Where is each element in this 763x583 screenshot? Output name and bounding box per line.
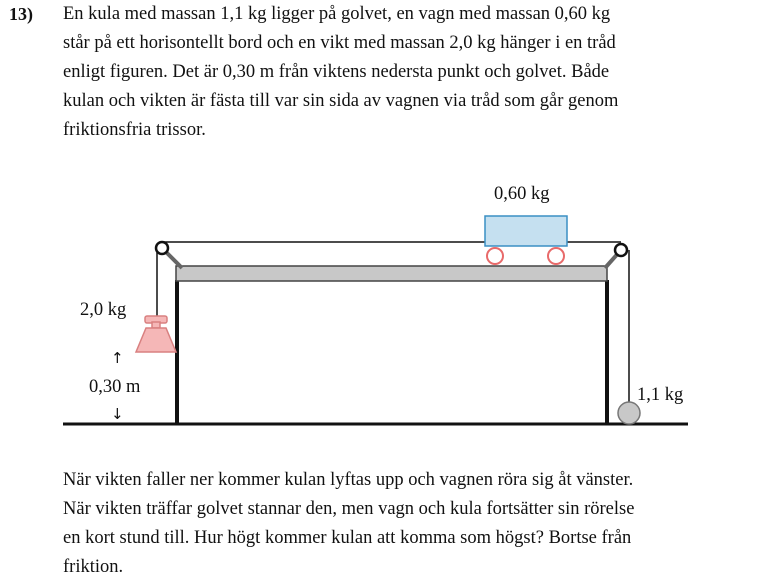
intro-line-1: En kula med massan 1,1 kg ligger på golvet, en vagn med massan 0,60 kg (63, 4, 611, 24)
outro-line-1: När vikten faller ner kommer kulan lyftas upp och vagnen röra sig åt vänster. (63, 470, 634, 490)
question-number: 13) (9, 4, 33, 24)
cart-mass-label: 0,60 kg (494, 184, 550, 204)
ball-mass-label: 1,1 kg (637, 385, 684, 405)
pulley-left (156, 242, 168, 254)
intro-line-5: friktionsfria trissor. (63, 120, 206, 140)
outro-line-3: en kort stund till. Hur högt kommer kulan att komma som högst? Bortse från (63, 528, 632, 548)
outro-line-2: När vikten träffar golvet stannar den, men vagn och kula fortsätter sin rörelse (63, 499, 635, 519)
height-arrow-down-icon: ↓ (111, 405, 124, 423)
intro-line-2: står på ett horisontellt bord och en vikt med massan 2,0 kg hänger i en tråd (63, 33, 616, 53)
intro-line-4: kulan och vikten är fästa till var sin sida av vagnen via tråd som går genom (63, 91, 619, 111)
cart-body (485, 216, 567, 246)
cart-wheel-right (548, 248, 564, 264)
cart-wheel-left (487, 248, 503, 264)
weight-mass-label: 2,0 kg (80, 300, 127, 320)
hanging-weight (136, 316, 176, 352)
table-top (176, 266, 607, 281)
intro-line-3: enligt figuren. Det är 0,30 m från viktens nedersta punkt och golvet. Både (63, 62, 610, 82)
pulley-right (615, 244, 627, 256)
question-outro (63, 466, 703, 582)
height-arrow-up-icon: ↑ (111, 349, 124, 367)
height-label: 0,30 m (89, 377, 141, 397)
outro-line-4: friktion. (63, 557, 124, 577)
